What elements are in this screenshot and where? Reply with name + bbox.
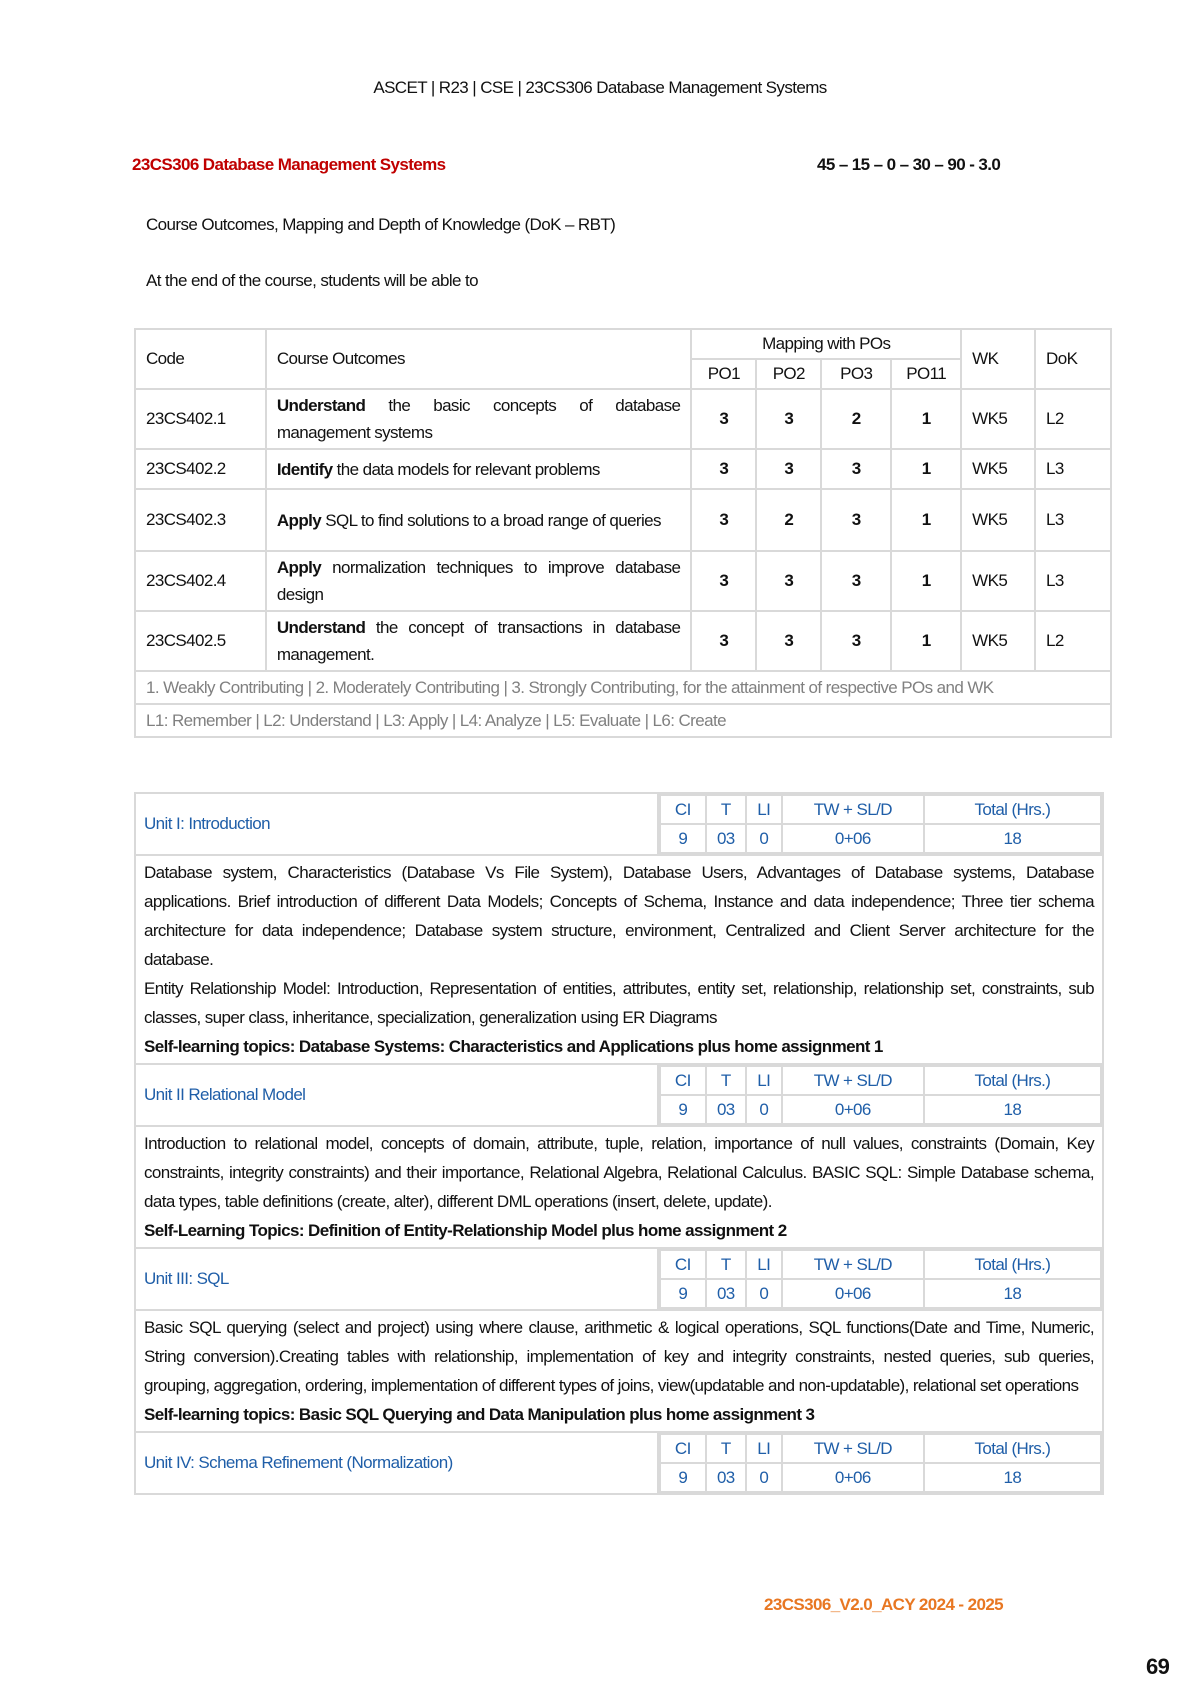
hours-table [659,1249,1102,1309]
hours-ci-label: CI [660,795,706,824]
co-verb: Identify [276,459,333,479]
co-wk: WK5 [961,389,1035,449]
self-learning-topics: Self-learning topics: Database Systems: Characteristics and Applications plus home assignment 1 [144,1037,883,1056]
co-dok: L3 [1035,449,1111,489]
co-verb: Understand [276,618,366,637]
hours-t: 03 [706,1279,746,1308]
hours-t-label: T [706,1066,746,1095]
unit-hours [658,1064,1103,1126]
header-code: Code [135,329,266,389]
self-learning-topics: Self-learning topics: Basic SQL Querying and Data Manipulation plus home assignment 3 [144,1405,815,1424]
hours-li-label: LI [746,1434,782,1463]
co-verb: Understand [276,396,366,415]
unit-title: Unit I: Introduction [135,793,658,855]
hours-tw: 0+06 [782,1095,924,1124]
hours-li-label: LI [746,1250,782,1279]
co-po11: 1 [891,551,961,611]
co-po11: 1 [891,389,961,449]
hours-tw: 0+06 [782,1279,924,1308]
co-code: 23CS402.1 [135,389,266,449]
hours-total: 18 [924,1463,1101,1492]
hours-tw: 0+06 [782,1463,924,1492]
co-outcome [266,611,692,671]
hours-table [659,1433,1102,1493]
co-code: 23CS402.4 [135,551,266,611]
hours-ci-label: CI [660,1434,706,1463]
table-row [135,551,1111,611]
co-po1: 3 [691,449,756,489]
page-number: 69 [1146,1654,1170,1679]
unit-body-extra: Entity Relationship Model: Introduction, Representation of entities, attributes, entity set, relationship, relationship set, constraints, sub classes, super class, inheritance, specialization, generalization using ER Diagrams [144,979,1094,1027]
hours-tw-label: TW + SL/D [782,795,924,824]
unit-title: Unit III: SQL [135,1248,658,1310]
unit-body: Basic SQL querying (select and project) using where clause, arithmetic & logical operations, SQL functions(Date and Time, Numeric, String conversion).Creating tables with relationship, implementation of key and integrity constraints, nested queries, sub queries, grouping, aggregation, ordering, implementation of different types of joins, view(updatable and non-updatable), relational set operations [144,1318,1094,1395]
co-heading: Course Outcomes, Mapping and Depth of Knowledge (DoK – RBT) [146,215,616,234]
co-dok: L3 [1035,489,1111,551]
hours-tw-label: TW + SL/D [782,1250,924,1279]
header-wk: WK [961,329,1035,389]
hours-total-label: Total (Hrs.) [924,1434,1101,1463]
syllabus-units-table [134,792,1104,1495]
unit-hours [658,1432,1103,1494]
unit-header-row [135,1064,1103,1126]
co-text: the basic concepts of database management systems [276,396,681,442]
co-dok: L2 [1035,389,1111,449]
hours-t: 03 [706,824,746,853]
hours-total: 18 [924,1095,1101,1124]
table-row [135,489,1111,551]
co-text: normalization techniques to improve database design [276,558,681,604]
hours-li: 0 [746,1463,782,1492]
co-text: the data models for relevant problems [332,459,600,479]
header-mapping: Mapping with POs [691,329,961,359]
page-header: ASCET | R23 | CSE | 23CS306 Database Management Systems [373,78,827,97]
unit-hours [658,1248,1103,1310]
hours-t: 03 [706,1463,746,1492]
hours-table [659,1065,1102,1125]
co-po2: 3 [756,551,821,611]
co-wk: WK5 [961,449,1035,489]
unit-content [135,1126,1103,1248]
hours-ci-label: CI [660,1250,706,1279]
hours-total-label: Total (Hrs.) [924,1066,1101,1095]
co-code: 23CS402.3 [135,489,266,551]
co-po3: 3 [821,551,891,611]
co-outcome [266,551,692,611]
hours-table [659,794,1102,854]
hours-t: 03 [706,1095,746,1124]
hours-li: 0 [746,824,782,853]
hours-ci: 9 [660,1463,706,1492]
hours-li-label: LI [746,795,782,824]
header-dok: DoK [1035,329,1111,389]
unit-body: Database system, Characteristics (Database Vs File System), Database Users, Advantages of Database systems, Database applications. Brief introduction of different Data Models; Concepts of Schema, Instance and data independence; Three tier schema architecture for data independence; Database system structure, environment, Centralized and Client Server architecture for the database. [144,863,1094,969]
co-code: 23CS402.2 [135,449,266,489]
header-po11: PO11 [891,359,961,389]
hours-ci: 9 [660,824,706,853]
header-po1: PO1 [691,359,756,389]
co-wk: WK5 [961,489,1035,551]
unit-header-row [135,1248,1103,1310]
unit-content [135,1310,1103,1432]
unit-header-row [135,793,1103,855]
hours-total: 18 [924,824,1101,853]
co-dok: L2 [1035,611,1111,671]
self-learning-topics: Self-Learning Topics: Definition of Entity-Relationship Model plus home assignment 2 [144,1221,787,1240]
co-po1: 3 [691,551,756,611]
course-heading [132,155,1032,175]
co-po3: 2 [821,389,891,449]
co-po1: 3 [691,611,756,671]
contribution-legend: 1. Weakly Contributing | 2. Moderately Contributing | 3. Strongly Contributing, for the attainment of respective POs and WK [135,671,1111,704]
co-po11: 1 [891,449,961,489]
dok-legend: L1: Remember | L2: Understand | L3: Apply | L4: Analyze | L5: Evaluate | L6: Create [135,704,1111,737]
hours-total-label: Total (Hrs.) [924,795,1101,824]
co-po11: 1 [891,611,961,671]
table-row [135,389,1111,449]
co-po2: 3 [756,449,821,489]
hours-t-label: T [706,1250,746,1279]
table-row [135,611,1111,671]
hours-tw-label: TW + SL/D [782,1434,924,1463]
co-po2: 3 [756,389,821,449]
hours-tw: 0+06 [782,824,924,853]
unit-header-row [135,1432,1103,1494]
hours-t-label: T [706,1434,746,1463]
co-dok: L3 [1035,551,1111,611]
header-po3: PO3 [821,359,891,389]
course-outcomes-table [134,328,1112,738]
course-title: 23CS306 Database Management Systems [132,155,446,174]
hours-li: 0 [746,1095,782,1124]
co-verb: Apply [276,510,322,530]
co-wk: WK5 [961,551,1035,611]
co-po3: 3 [821,611,891,671]
hours-ci: 9 [660,1095,706,1124]
document-version: 23CS306_V2.0_ACY 2024 - 2025 [764,1595,1004,1614]
co-po2: 2 [756,489,821,551]
unit-body: Introduction to relational model, concepts of domain, attribute, tuple, relation, importance of null values, constraints (Domain, Key constraints, integrity constraints) and their importance, Relational Algebra, Relational Calculus. BASIC SQL: Simple Database schema, data types, table definitions (create, alter), different DML operations (insert, delete, update). [144,1134,1094,1211]
co-po3: 3 [821,489,891,551]
hours-total-label: Total (Hrs.) [924,1250,1101,1279]
co-text: SQL to find solutions to a broad range of queries [321,510,661,530]
co-po3: 3 [821,449,891,489]
co-outcome [266,389,692,449]
hours-total: 18 [924,1279,1101,1308]
co-po1: 3 [691,389,756,449]
hours-li: 0 [746,1279,782,1308]
hours-ci-label: CI [660,1066,706,1095]
unit-title: Unit IV: Schema Refinement (Normalization) [135,1432,658,1494]
co-outcome [266,489,692,551]
table-row [135,449,1111,489]
unit-content [135,855,1103,1064]
hours-ci: 9 [660,1279,706,1308]
co-verb: Apply [276,558,322,577]
co-code: 23CS402.5 [135,611,266,671]
hours-li-label: LI [746,1066,782,1095]
hours-tw-label: TW + SL/D [782,1066,924,1095]
course-credits: 45 – 15 – 0 – 30 – 90 - 3.0 [817,155,1001,174]
co-text: the concept of transactions in database management. [276,618,681,664]
header-po2: PO2 [756,359,821,389]
co-po2: 3 [756,611,821,671]
co-outcome [266,449,692,489]
unit-title: Unit II Relational Model [135,1064,658,1126]
co-po1: 3 [691,489,756,551]
unit-hours [658,793,1103,855]
header-outcomes: Course Outcomes [266,329,692,389]
co-lead: At the end of the course, students will be able to [146,271,478,290]
co-po11: 1 [891,489,961,551]
hours-t-label: T [706,795,746,824]
co-wk: WK5 [961,611,1035,671]
